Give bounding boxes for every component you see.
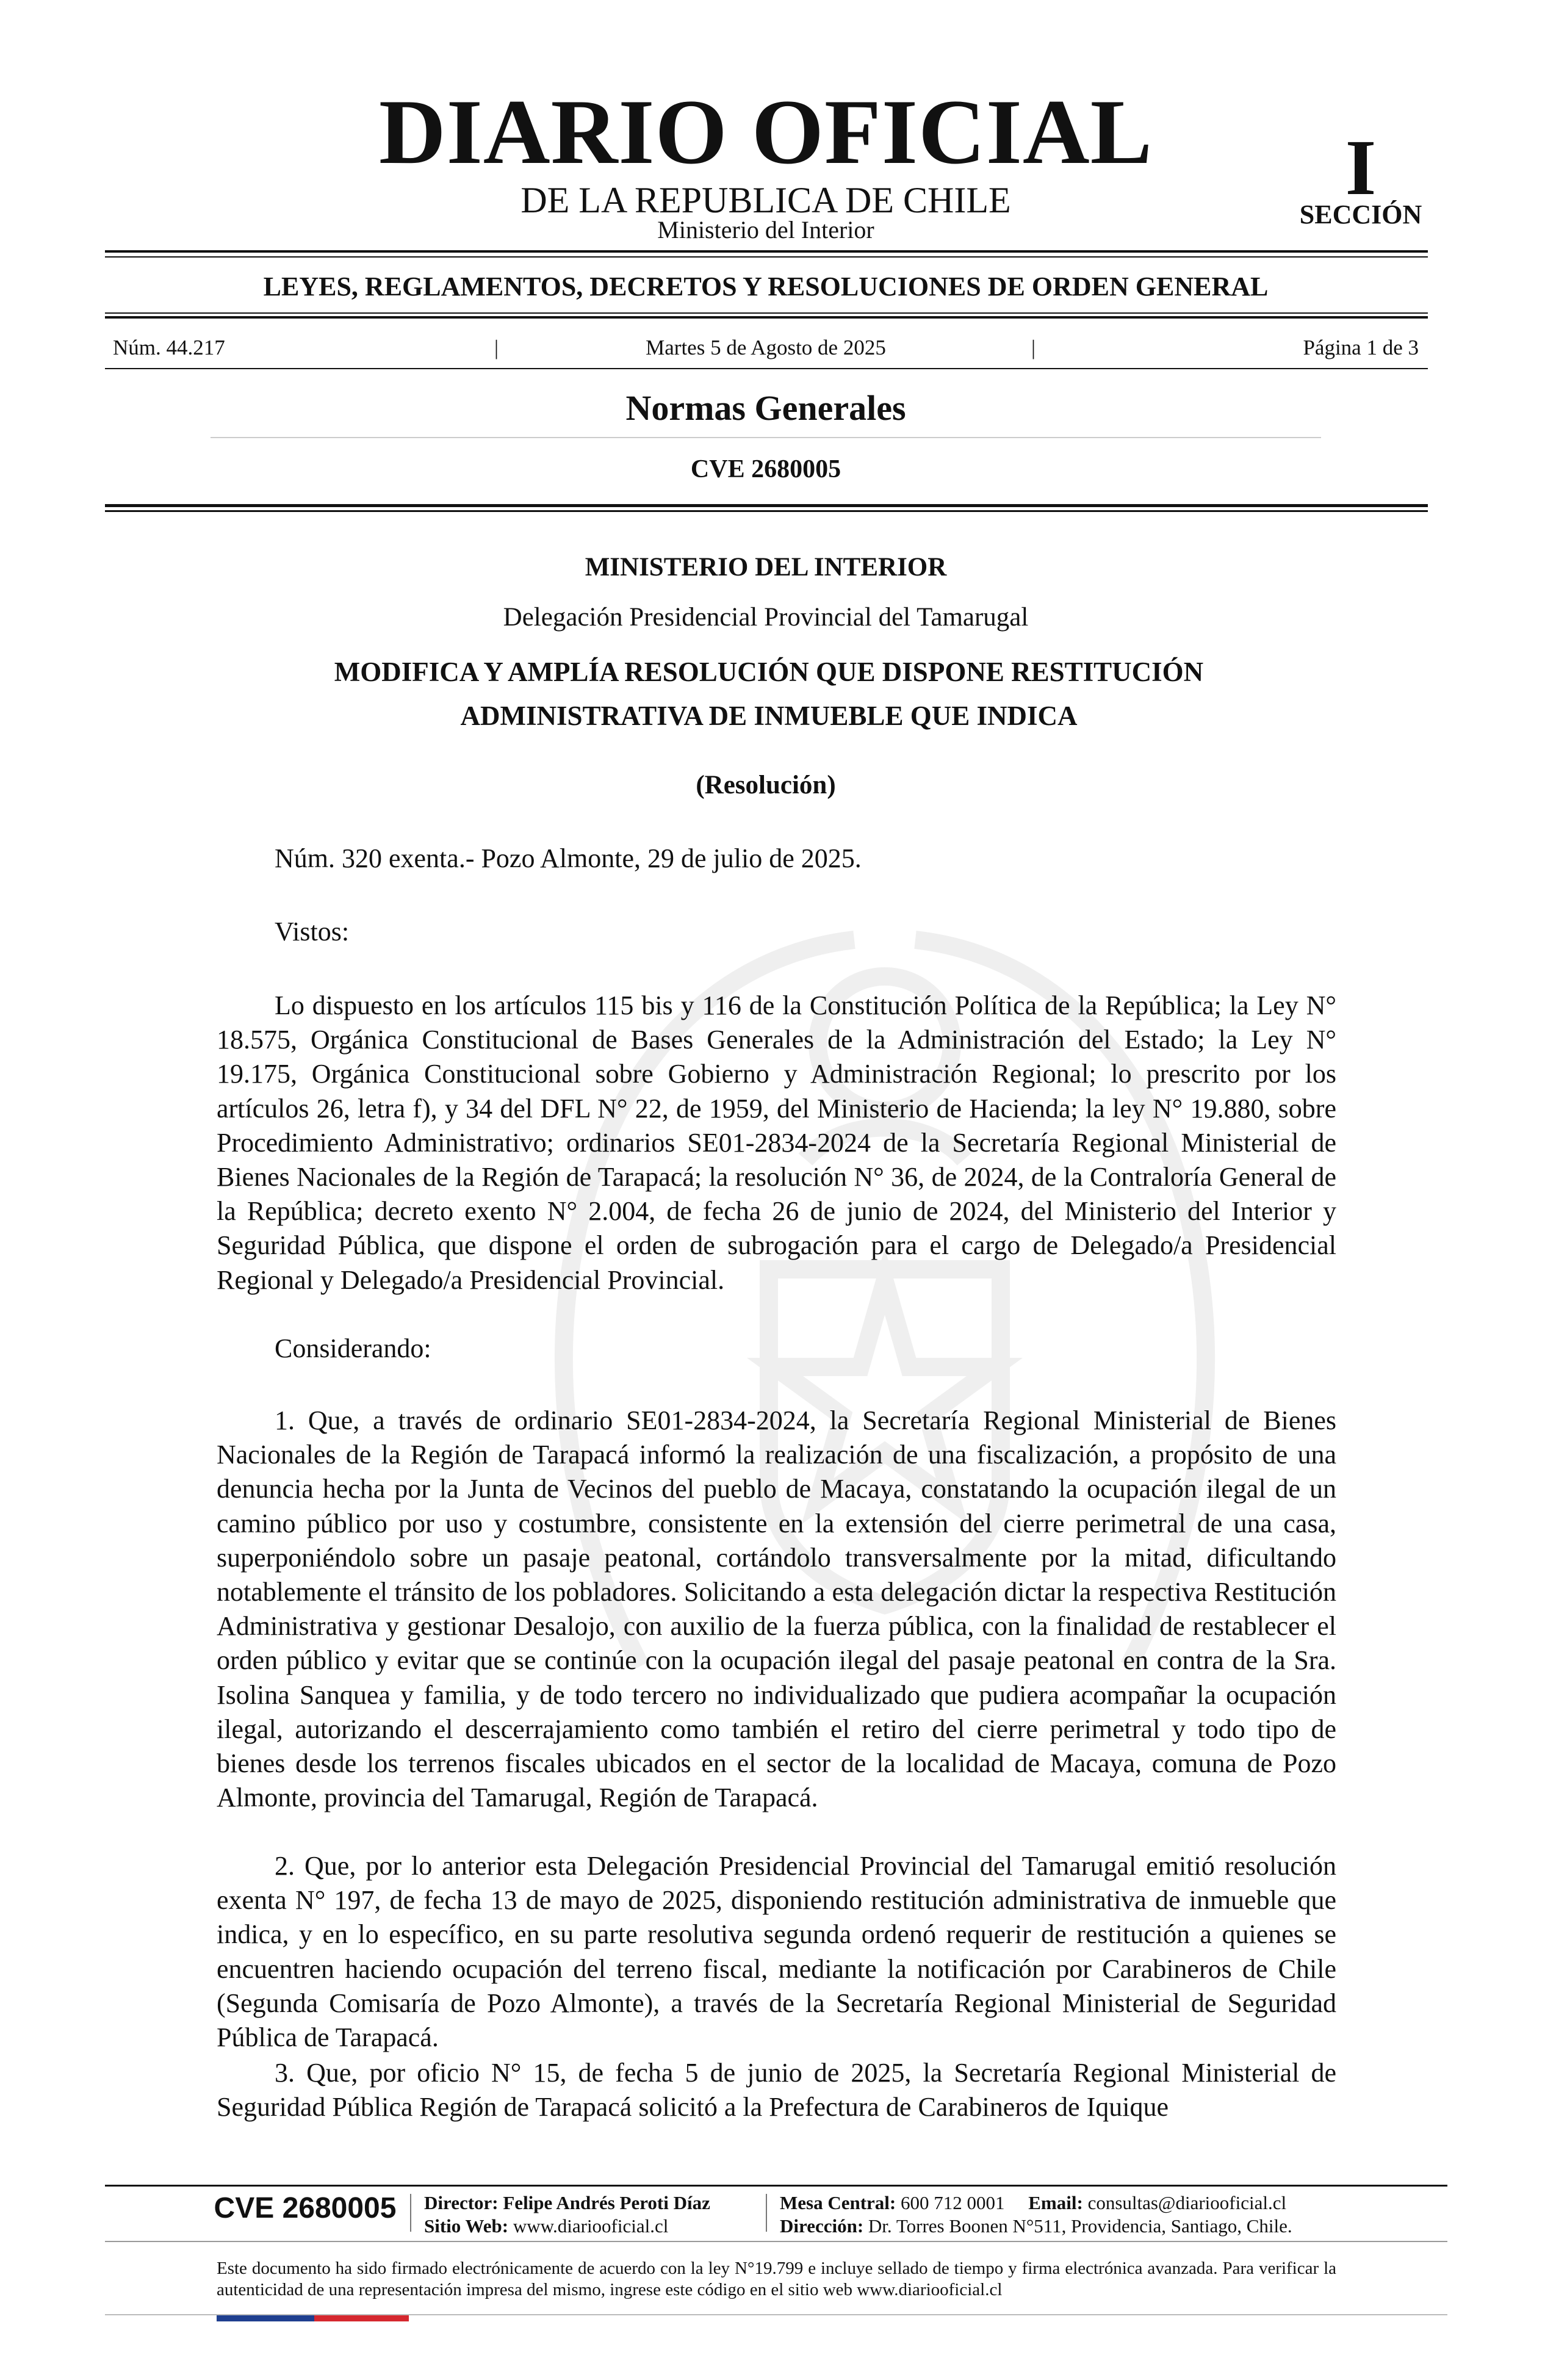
section-title: Normas Generales <box>625 388 906 428</box>
resolution-title <box>244 650 1294 738</box>
footer-address <box>780 2215 1292 2238</box>
email-label: Email: <box>1028 2192 1083 2213</box>
website-link[interactable]: www.diariooficial.cl <box>513 2215 669 2237</box>
footer-contact <box>780 2191 1286 2215</box>
masthead-subtitle: DE LA REPUBLICA DE CHILE <box>520 180 1011 220</box>
footer-divider <box>766 2194 767 2232</box>
footer-website <box>424 2215 668 2238</box>
category-banner: LEYES, REGLAMENTOS, DECRETOS Y RESOLUCIONES DE ORDEN GENERAL <box>263 272 1269 301</box>
footer-divider <box>410 2194 411 2232</box>
website-label: Sitio Web: <box>424 2215 509 2237</box>
issue-page: Página 1 de 3 <box>1303 336 1419 359</box>
director-name: Felipe Andrés Peroti Díaz <box>503 2192 710 2213</box>
issue-separator: | <box>494 336 499 359</box>
section-label: SECCIÓN <box>1299 200 1422 229</box>
organization-heading: MINISTERIO DEL INTERIOR <box>585 553 947 582</box>
section-number: I <box>1345 124 1377 212</box>
considerando-heading: Considerando: <box>275 1333 431 1363</box>
resolution-title-line-1: MODIFICA Y AMPLÍA RESOLUCIÓN QUE DISPONE RESTITUCIÓN <box>334 657 1204 687</box>
address-text: Dr. Torres Boonen N°511, Providencia, Santiago, Chile. <box>868 2215 1292 2237</box>
cve-code: CVE 2680005 <box>690 455 841 483</box>
footer-rule-middle <box>105 2241 1447 2242</box>
masthead-rule-top <box>105 250 1428 253</box>
director-label: Director: <box>424 2192 499 2213</box>
footer-cve-code: CVE 2680005 <box>214 2192 397 2224</box>
category-rule-thick <box>105 316 1428 319</box>
resolution-kind: (Resolución) <box>696 771 836 799</box>
department-heading: Delegación Presidencial Provincial del Tamarugal <box>503 603 1029 632</box>
resolution-title-line-2: ADMINISTRATIVA DE INMUEBLE QUE INDICA <box>460 701 1078 731</box>
issue-number: Núm. 44.217 <box>113 336 225 359</box>
signature-notice: Este documento ha sido firmado electrónicamente de acuerdo con la ley N°19.799 e incluye sellado de tiempo y firma electrónica avanzada. Para verificar la autenticidad de una representación impresa del mismo, ingrese este código en el sitio web www.diariooficial.cl <box>217 2259 1336 2299</box>
considerando-paragraph-3: 3. Que, por oficio N° 15, de fecha 5 de junio de 2025, la Secretaría Regional Ministerial de Seguridad Pública Región de Tarapacá solicitó a la Prefectura de Carabineros de Iquique <box>217 2058 1336 2122</box>
issue-info-row <box>113 336 1419 360</box>
footer-rule-top <box>105 2185 1447 2187</box>
resolution-number-line: Núm. 320 exenta.- Pozo Almonte, 29 de julio de 2025. <box>275 843 862 873</box>
vistos-paragraph: Lo dispuesto en los artículos 115 bis y 116 de la Constitución Política de la República; la Ley N° 18.575, Orgánica Constitucional de Bases Generales de la Administración del Estado; la Ley N° 19.175, Orgánica Constitucional sobre Gobierno y Administración Regional; lo prescrito por los artículos 26, letra f), y 34 del DFL N° 22, de 1959, del Ministerio de Hacienda; la ley N° 19.880, sobre Procedimiento Administrativo; ordinarios SE01-2834-2024 de la Secretaría Regional Ministerial de Bienes Nacionales de la Región de Tarapacá; la resolución N° 36, de 2024, de la Contraloría General de la República; decreto exento N° 2.004, de fecha 26 de junio de 2024, del Ministerio del Interior y Seguridad Pública, que dispone el orden de subrogación para el cargo de Delegado/a Presidencial Regional y Delegado/a Presidencial Provincial. <box>217 990 1336 1295</box>
flag-stripe-blue <box>217 2315 314 2321</box>
vistos-heading: Vistos: <box>275 917 350 947</box>
issue-separator: | <box>1031 336 1036 359</box>
email-link[interactable]: consultas@diariooficial.cl <box>1087 2192 1287 2213</box>
category-rule <box>105 312 1428 314</box>
considerando-paragraph-1: 1. Que, a través de ordinario SE01-2834-2024, la Secretaría Regional Ministerial de Bienes Nacionales de la Región de Tarapacá informó la realización de una fiscalización, a propósito de una denuncia hecha por la Junta de Vecinos del pueblo de Macaya, constatando la ocupación ilegal de un camino público por uso y costumbre, consistente en la extensión del cierre perimetral de una casa, superponiéndolo sobre un pasaje peatonal, cortándolo transversalmente por la mitad, dificultando notablemente el tránsito de los pobladores. Solicitando a esta delegación dictar la respectiva Restitución Administrativa y gestionar Desalojo, con auxilio de la fuerza pública, con la finalidad de restablecer el orden público y evitar que se continúe con la ocupación ilegal del pasaje peatonal en contra de la Sra. Isolina Sanquea y familia, y de todo tercero no individualizado que pudiera acompañar la ocupación ilegal, autorizando el descerrajamiento como también el retiro del cierre perimetral y todo tipo de bienes desde los terrenos fiscales ubicados en el sector de la localidad de Macaya, comuna de Pozo Almonte, provincia del Tamarugal, Región de Tarapacá. <box>217 1405 1336 1813</box>
section-title-rule <box>211 437 1321 438</box>
phone-label: Mesa Central: <box>780 2192 896 2213</box>
footer-director <box>424 2191 710 2215</box>
masthead-title: DIARIO OFICIAL <box>378 81 1153 183</box>
issue-date: Martes 5 de Agosto de 2025 <box>646 336 886 359</box>
masthead-ministry: Ministerio del Interior <box>657 216 874 243</box>
issue-rule <box>105 368 1428 369</box>
considerando-paragraph-2: 2. Que, por lo anterior esta Delegación Presidencial Provincial del Tamarugal emitió resolución exenta N° 197, de fecha 13 de mayo de 2025, disponiendo restitución administrativa de inmueble que indica, y en lo específico, en su parte resolutiva segunda ordenó requerir de restitución a quienes se encuentren haciendo ocupación del terreno fiscal, mediante la notificación por Carabineros de Chile (Segunda Comisaría de Pozo Almonte), a través de la Secretaría Regional Ministerial de Seguridad Pública de Tarapacá. <box>217 1851 1336 2053</box>
header-rule-thick <box>105 504 1428 507</box>
header-rule-thin <box>105 510 1428 512</box>
address-label: Dirección: <box>780 2215 864 2237</box>
phone-number: 600 712 0001 <box>901 2192 1005 2213</box>
masthead-rule-top-thin <box>105 256 1428 258</box>
flag-stripe-red <box>314 2315 409 2321</box>
